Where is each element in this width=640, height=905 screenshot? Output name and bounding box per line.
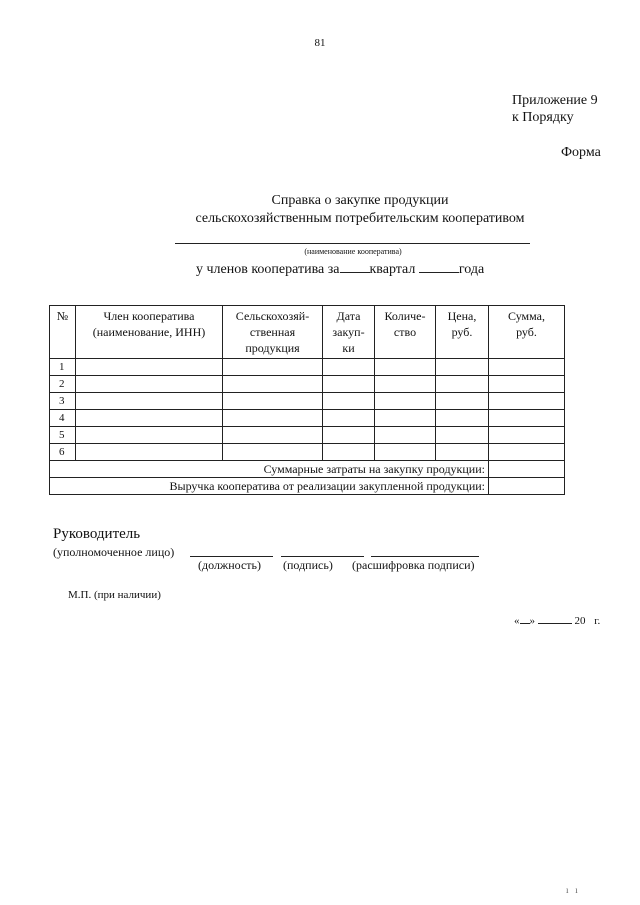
cell-quantity[interactable] bbox=[375, 444, 436, 461]
cell-product[interactable] bbox=[223, 444, 323, 461]
cell-member[interactable] bbox=[76, 376, 223, 393]
cell-price[interactable] bbox=[436, 359, 489, 376]
date-line bbox=[514, 613, 600, 627]
cell-date[interactable] bbox=[323, 410, 375, 427]
title-line-2: сельскохозяйственным потребительским кооперативом bbox=[195, 211, 525, 226]
cell-quantity[interactable] bbox=[375, 376, 436, 393]
cell-member[interactable] bbox=[76, 444, 223, 461]
position-field[interactable] bbox=[190, 556, 273, 557]
position-caption: (должность) bbox=[198, 558, 261, 572]
document-title bbox=[0, 192, 640, 228]
date-quote-open: « bbox=[514, 615, 520, 627]
cell-date[interactable] bbox=[323, 444, 375, 461]
total-costs-row bbox=[50, 461, 565, 478]
table-row bbox=[50, 376, 565, 393]
scan-mark: ı ı bbox=[566, 885, 578, 895]
cell-sum[interactable] bbox=[489, 410, 565, 427]
cell-quantity[interactable] bbox=[375, 410, 436, 427]
signature-field[interactable] bbox=[281, 556, 364, 557]
manager-label: Руководитель bbox=[53, 526, 141, 542]
table-row bbox=[50, 359, 565, 376]
cell-sum[interactable] bbox=[489, 427, 565, 444]
row-number: 5 bbox=[50, 427, 76, 444]
purchase-table bbox=[49, 305, 565, 495]
row-number: 1 bbox=[50, 359, 76, 376]
cell-price[interactable] bbox=[436, 427, 489, 444]
cell-product[interactable] bbox=[223, 359, 323, 376]
table-row bbox=[50, 393, 565, 410]
table-row bbox=[50, 410, 565, 427]
authorized-person-label: (уполномоченное лицо) bbox=[53, 545, 175, 559]
cell-price[interactable] bbox=[436, 376, 489, 393]
cell-sum[interactable] bbox=[489, 359, 565, 376]
appendix-reference bbox=[512, 92, 598, 126]
date-year: 20 bbox=[574, 615, 586, 627]
cell-sum[interactable] bbox=[489, 376, 565, 393]
header-sum: Сумма, руб. bbox=[489, 306, 565, 359]
date-quote-close: » bbox=[529, 615, 535, 627]
cell-date[interactable] bbox=[323, 393, 375, 410]
header-member: Член кооператива (наименование, ИНН) bbox=[76, 306, 223, 359]
table-row bbox=[50, 427, 565, 444]
year-blank[interactable] bbox=[586, 614, 592, 624]
period-prefix: у членов кооператива за bbox=[196, 262, 340, 277]
table-header-row bbox=[50, 306, 565, 359]
table-row bbox=[50, 444, 565, 461]
header-date: Дата закуп- ки bbox=[323, 306, 375, 359]
day-blank[interactable] bbox=[520, 613, 530, 624]
period-line bbox=[196, 259, 484, 278]
period-middle: квартал bbox=[369, 262, 416, 277]
stamp-label: М.П. (при наличии) bbox=[68, 589, 161, 601]
cell-date[interactable] bbox=[323, 427, 375, 444]
revenue-row bbox=[50, 478, 565, 495]
cell-price[interactable] bbox=[436, 410, 489, 427]
cell-product[interactable] bbox=[223, 393, 323, 410]
row-number: 2 bbox=[50, 376, 76, 393]
page-number: 81 bbox=[314, 37, 326, 49]
cell-member[interactable] bbox=[76, 427, 223, 444]
form-label: Форма bbox=[561, 145, 601, 160]
header-quantity: Количе- ство bbox=[375, 306, 436, 359]
cell-price[interactable] bbox=[436, 393, 489, 410]
header-product: Сельскохозяй- ственная продукция bbox=[223, 306, 323, 359]
cell-sum[interactable] bbox=[489, 444, 565, 461]
header-price: Цена, руб. bbox=[436, 306, 489, 359]
row-number: 6 bbox=[50, 444, 76, 461]
cell-quantity[interactable] bbox=[375, 427, 436, 444]
decoding-caption: (расшифровка подписи) bbox=[352, 558, 475, 572]
appendix-line-1: Приложение 9 bbox=[512, 93, 598, 108]
cell-product[interactable] bbox=[223, 376, 323, 393]
cell-date[interactable] bbox=[323, 359, 375, 376]
cell-member[interactable] bbox=[76, 410, 223, 427]
period-suffix: года bbox=[458, 262, 485, 277]
month-blank[interactable] bbox=[538, 613, 572, 624]
cooperative-name-field[interactable] bbox=[175, 243, 530, 244]
cell-product[interactable] bbox=[223, 427, 323, 444]
total-costs-value[interactable] bbox=[489, 461, 565, 478]
revenue-value[interactable] bbox=[489, 478, 565, 495]
cell-product[interactable] bbox=[223, 410, 323, 427]
date-suffix: г. bbox=[594, 615, 601, 627]
cell-quantity[interactable] bbox=[375, 359, 436, 376]
header-number: № bbox=[50, 306, 76, 359]
appendix-line-2: к Порядку bbox=[512, 110, 574, 125]
signature-decoding-field[interactable] bbox=[371, 556, 479, 557]
cell-quantity[interactable] bbox=[375, 393, 436, 410]
total-costs-label: Суммарные затраты на закупку продукции: bbox=[50, 461, 489, 478]
cell-member[interactable] bbox=[76, 359, 223, 376]
signature-caption: (подпись) bbox=[283, 558, 333, 572]
cell-date[interactable] bbox=[323, 376, 375, 393]
quarter-blank[interactable] bbox=[340, 259, 370, 273]
row-number: 4 bbox=[50, 410, 76, 427]
title-line-1: Справка о закупке продукции bbox=[271, 193, 449, 208]
cell-sum[interactable] bbox=[489, 393, 565, 410]
cell-price[interactable] bbox=[436, 444, 489, 461]
year-blank[interactable] bbox=[419, 259, 459, 273]
cooperative-name-caption: (наименование кооператива) bbox=[304, 247, 402, 256]
cell-member[interactable] bbox=[76, 393, 223, 410]
row-number: 3 bbox=[50, 393, 76, 410]
revenue-label: Выручка кооператива от реализации закупленной продукции: bbox=[50, 478, 489, 495]
